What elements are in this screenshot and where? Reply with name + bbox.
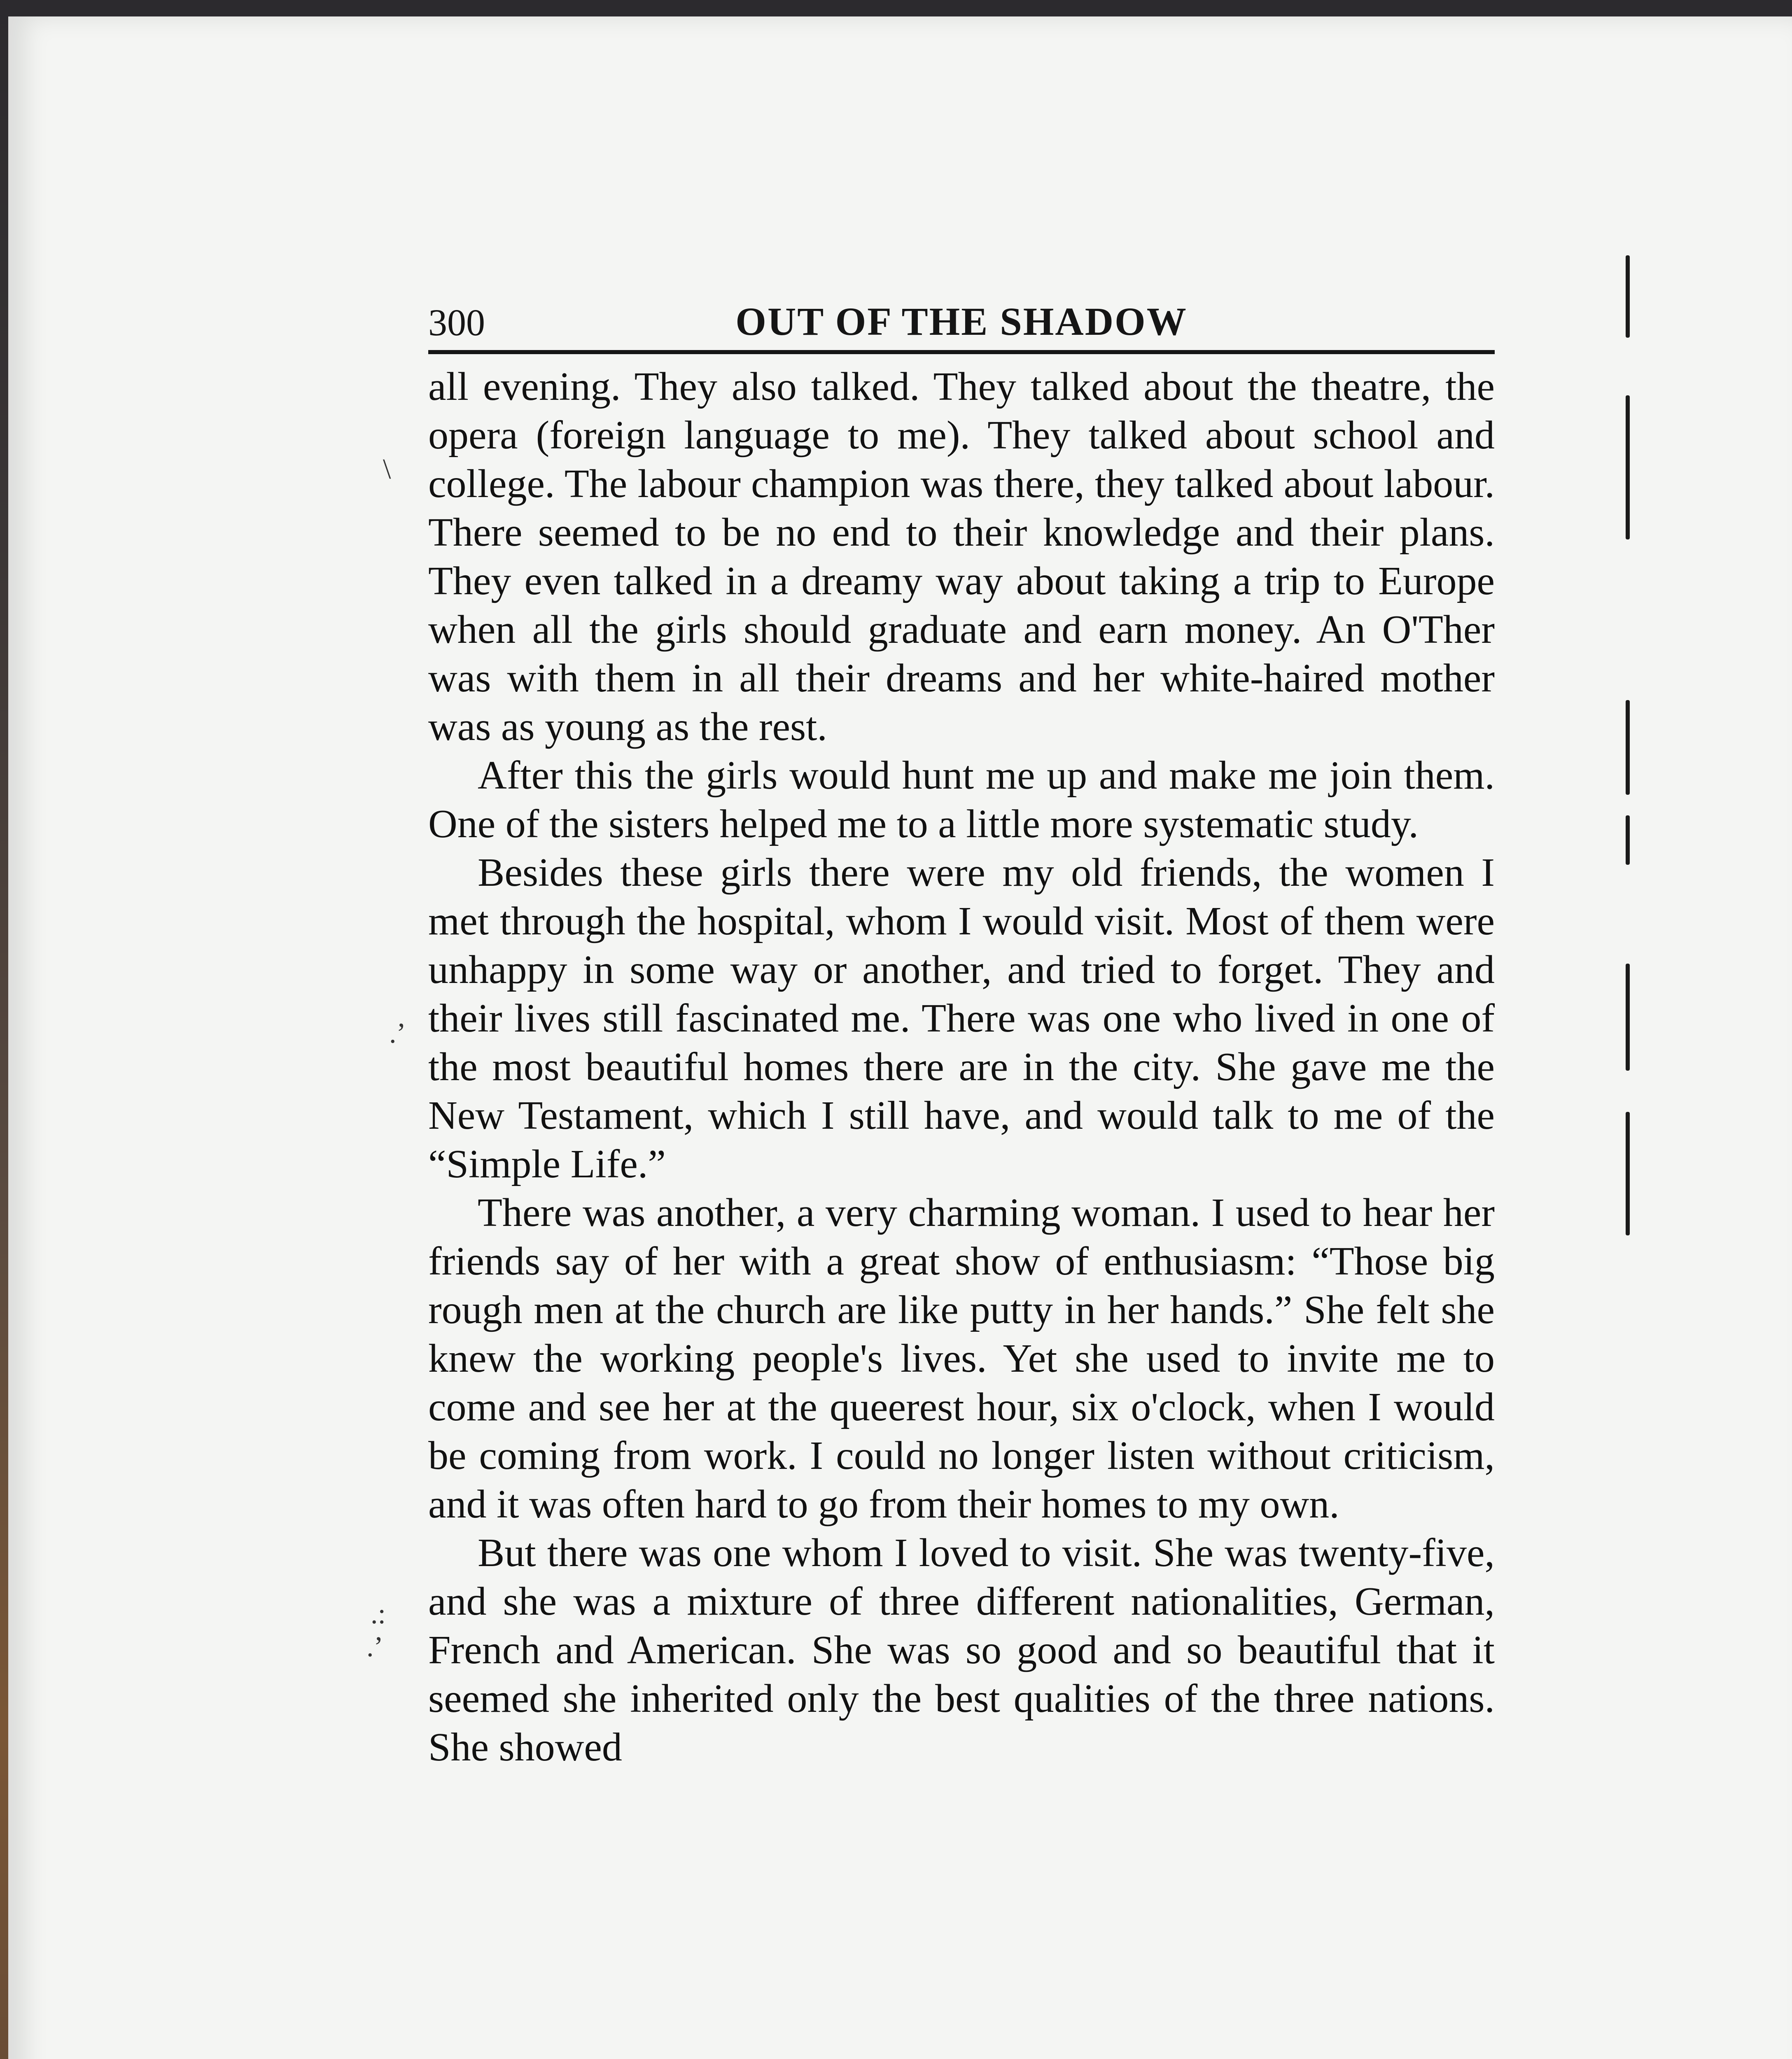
margin-line: [1626, 815, 1630, 865]
page-header: [428, 280, 1495, 350]
body-text: [428, 362, 1495, 2051]
pencil-check-mark: \: [383, 453, 391, 485]
page-number: 300: [428, 301, 485, 343]
paragraph: Besides these girls there were my old friends, the women I met through the hospital, whom I would visit. Most of them were unhappy in some way or another, and tried to forget. They and their lives still fascinated me. There was one who lived in one of the most beautiful homes there are in the city. She gave me the New Testament, which I still have, and would talk to me of the “Simple Life.”: [428, 850, 1495, 1186]
margin-line: [1626, 395, 1630, 539]
header-rule: [428, 350, 1495, 354]
paragraph: After this the girls would hunt me up and make me join them. One of the sisters helped me to a little more systematic study.: [428, 753, 1495, 846]
pencil-check-mark: .’: [366, 1631, 383, 1663]
pencil-check-mark: .:: [371, 1598, 386, 1630]
margin-line: [1626, 964, 1630, 1071]
paragraph: There was another, a very charming woman. I used to hear her friends say of her with a great show of enthusiasm: “Those big rough men at the church are like putty in her hands.” She felt she knew the working people's lives. Yet she used to invite me to come and see her at the queerest hour, six o'clock, when I would be coming from work. I could no longer listen without criticism, and it was often hard to go from their homes to my own.: [428, 1191, 1495, 1527]
pencil-check-mark: .’: [389, 1018, 406, 1049]
paragraph: But there was one whom I loved to visit. She was twenty-five, and she was a mixture of three different nationalities, German, French and American. She was so good and so beautiful that it seemed she inherited only the best qualities of the three nations. She showed: [428, 1531, 1495, 1770]
paragraph: all evening. They also talked. They talked about the theatre, the opera (foreign language to me). They talked about school and college. The labour champion was there, they talked about labour. There seemed to be no end to their knowledge and their plans. They even talked in a dreamy way about taking a trip to Europe when all the girls should graduate and earn money. An O'Ther was with them in all their dreams and her white-haired mother was as young as the rest.: [428, 364, 1495, 749]
margin-line: [1626, 700, 1630, 795]
margin-line: [1626, 1112, 1630, 1235]
running-title: OUT OF THE SHADOW: [735, 299, 1188, 343]
margin-line: [1626, 255, 1630, 338]
